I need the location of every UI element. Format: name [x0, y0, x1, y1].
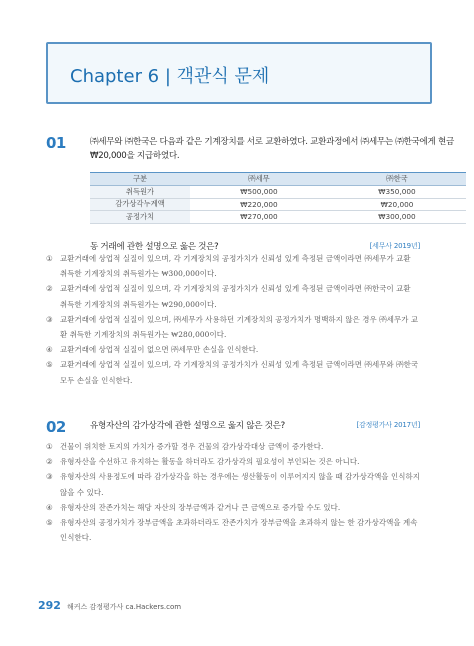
option-4[interactable]: ④ 유형자산의 잔존가치는 해당 자산의 장부금액과 같거나 큰 금액으로 증가할 수도 있다. — [46, 502, 341, 512]
source-label: [감정평가사 2017년] — [356, 421, 420, 429]
question-number: 02 — [46, 418, 66, 436]
question-text: ㈜세무와 ㈜한국은 다음과 같은 기계장치를 서로 교환하였다. 교환과정에서 ㈜세무는 ㈜한국에게 현금 ₩20,000을 지급하였다. — [90, 137, 454, 161]
table-cell: 취득원가 — [90, 186, 190, 199]
table-cell: ₩220,000 — [190, 198, 328, 211]
table-row — [90, 211, 466, 224]
option-2[interactable]: ② 교환거래에 상업적 실질이 있으며, 각 기계장치의 공정가치가 신뢰성 있게 측정된 금액이라면 ㈜한국이 교환 취득한 기계장치의 취득원가는 ₩290,000이다. — [46, 284, 411, 309]
option-5[interactable]: ⑤ 유형자산의 공정가치가 장부금액을 초과하더라도 잔존가치가 장부금액을 초과하지 않는 한 감가상각액을 계속 인식한다. — [46, 518, 418, 543]
source-label: [세무사 2019년] — [369, 242, 420, 250]
table-row — [90, 198, 466, 211]
table-cell: ₩300,000 — [328, 211, 466, 224]
table-header: ㈜한국 — [328, 173, 466, 186]
table-cell: ₩270,000 — [190, 211, 328, 224]
table-cell: ₩500,000 — [190, 186, 328, 199]
table-cell: ₩350,000 — [328, 186, 466, 199]
option-4[interactable]: ④ 교환거래에 상업적 실질이 없으면 ㈜세무만 손실을 인식한다. — [46, 345, 259, 355]
table-header-row — [90, 173, 466, 186]
page-footer — [38, 594, 181, 613]
machine-table — [90, 172, 466, 224]
table-row — [90, 186, 466, 199]
option-3[interactable]: ③ 교환거래에 상업적 실질이 있으며, ㈜세무가 사용하던 기계장치의 공정가치가 명백하지 않은 경우 ㈜세무가 교환 취득한 기계장치의 취득원가는 ₩280,000이다. — [46, 314, 419, 340]
option-2[interactable]: ② 유형자산을 수선하고 유지하는 활동을 하더라도 감가상각의 필요성이 부인되는 것은 아니다. — [46, 457, 360, 467]
question-2 — [46, 418, 446, 438]
option-1[interactable]: ① 건물이 위치한 토지의 가치가 증가할 경우 건물의 감가상각대상 금액이 증가한다. — [46, 442, 324, 451]
page-number: 292 — [38, 599, 61, 612]
option-3[interactable]: ③ 유형자산의 사용정도에 따라 감가상각을 하는 경우에는 생산활동이 이루어지지 않을 때 감가상각액을 인식하지 않을 수 있다. — [46, 472, 420, 497]
table-cell: 감가상각누계액 — [90, 198, 190, 211]
options-list — [46, 439, 420, 545]
question-number: 01 — [46, 134, 66, 152]
table-cell: ₩20,000 — [328, 198, 466, 211]
table-header: 구분 — [90, 173, 190, 186]
option-1[interactable]: ① 교환거래에 상업적 실질이 있으며, 각 기계장치의 공정가치가 신뢰성 있게 측정된 금액이라면 ㈜세무가 교환 취득한 기계장치의 취득원가는 ₩300,000이다. — [46, 254, 411, 279]
question-stem: 동 거래에 관한 설명으로 옳은 것은? — [90, 242, 219, 252]
question-stem: 유형자산의 감가상각에 관한 설명으로 옳지 않은 것은? — [90, 421, 285, 431]
chapter-header — [46, 42, 432, 104]
options-list — [46, 251, 420, 388]
option-5[interactable]: ⑤ 교환거래에 상업적 실질이 있으며, 각 기계장치의 공정가치가 신뢰성 있게 측정된 금액이라면 ㈜세무와 ㈜한국 모두 손실을 인식한다. — [46, 360, 419, 385]
table-cell: 공정가치 — [90, 211, 190, 224]
table-header: ㈜세무 — [190, 173, 328, 186]
chapter-title: Chapter 6 | 객관식 문제 — [70, 66, 270, 87]
footer-text: 해커스 감정평가사 ca.Hackers.com — [66, 603, 182, 611]
